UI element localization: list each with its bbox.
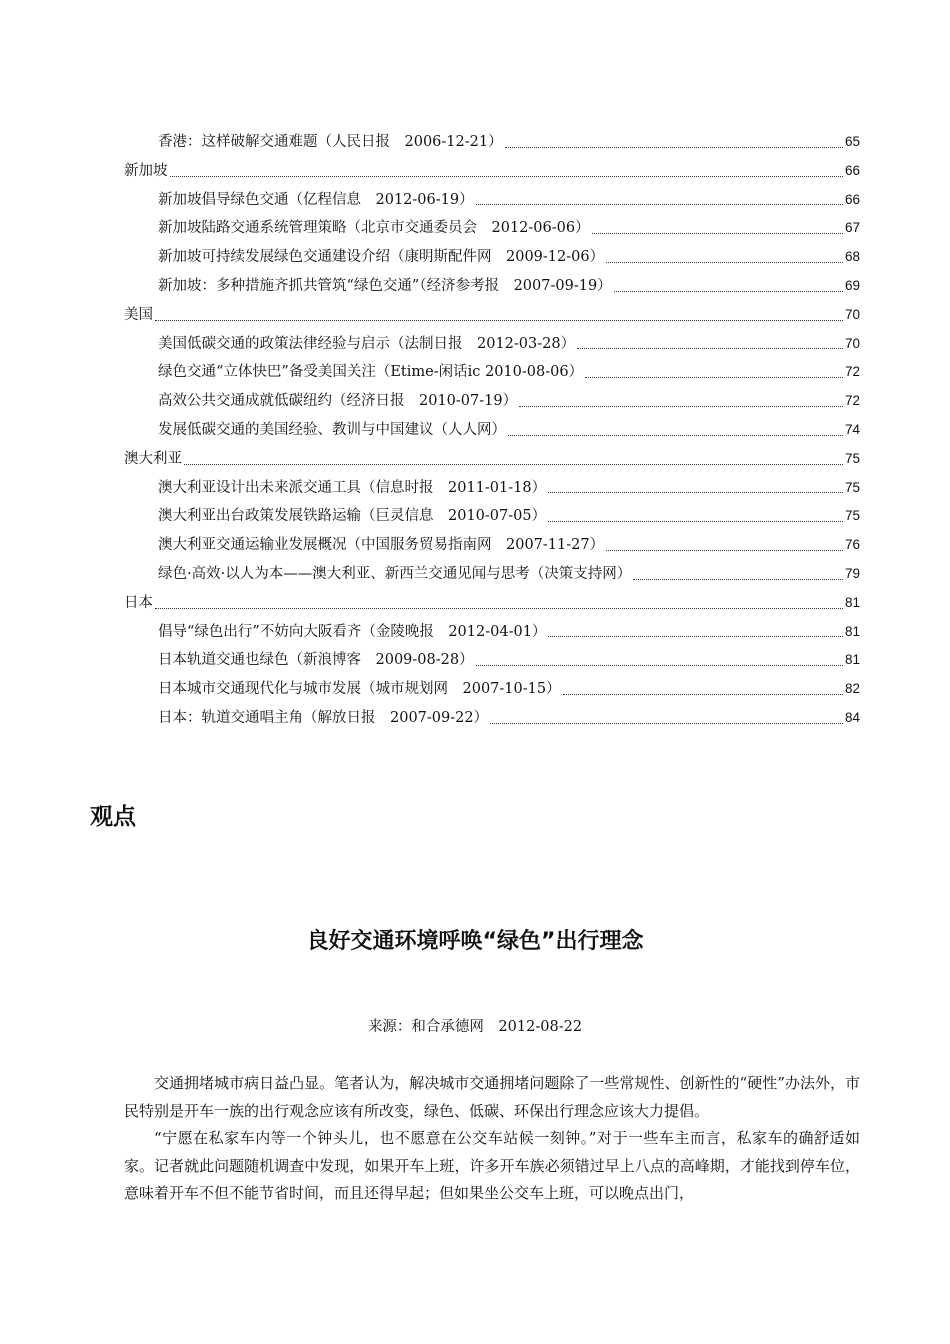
toc-leader-dots: [592, 233, 843, 234]
toc-leader-dots: [606, 550, 843, 551]
toc-entry-page: 84: [844, 709, 860, 725]
toc-entry-page: 70: [844, 335, 860, 351]
toc-entry-title: 绿色交通“立体快巴”备受美国关注（Etime-闲话ic 2010-08-06）: [158, 364, 584, 381]
toc-entry-page: 65: [844, 134, 860, 149]
toc-leader-dots: [577, 348, 843, 349]
table-of-contents: [124, 128, 860, 733]
toc-entry[interactable]: [124, 416, 860, 445]
toc-entry[interactable]: [124, 589, 860, 618]
toc-entry-page: 74: [844, 421, 860, 437]
toc-leader-dots: [548, 492, 843, 493]
toc-entry-page: 75: [844, 508, 860, 524]
toc-entry-title: 香港：这样破解交通难题（人民日报 2006-12-21）: [158, 134, 503, 150]
toc-entry[interactable]: [124, 646, 860, 675]
toc-entry-page: 76: [844, 537, 860, 553]
toc-entry[interactable]: [124, 157, 860, 186]
toc-leader-dots: [508, 435, 843, 436]
toc-entry-title: 日本: [124, 594, 153, 611]
toc-leader-dots: [505, 147, 843, 148]
toc-entry[interactable]: [124, 502, 860, 531]
toc-entry[interactable]: [124, 358, 860, 387]
toc-entry-title: 绿色·高效·以人为本——澳大利亚、新西兰交通见闻与思考（决策支持网）: [158, 565, 632, 582]
toc-entry-title: 澳大利亚: [124, 450, 182, 467]
toc-entry[interactable]: [124, 560, 860, 589]
toc-entry-title: 新加坡陆路交通系统管理策略（北京市交通委员会 2012-06-06）: [158, 220, 590, 237]
toc-entry-page: 81: [844, 594, 860, 610]
toc-entry-page: 75: [844, 479, 860, 495]
toc-entry-title: 日本轨道交通也绿色（新浪博客 2009-08-28）: [158, 652, 474, 669]
toc-entry-title: 高效公共交通成就低碳纽约（经济日报 2010-07-19）: [158, 393, 518, 410]
toc-entry[interactable]: [124, 618, 860, 647]
toc-entry[interactable]: [124, 704, 860, 733]
toc-entry[interactable]: [124, 445, 860, 474]
toc-entry-page: 81: [844, 623, 860, 639]
toc-leader-dots: [476, 665, 843, 666]
toc-entry[interactable]: [124, 243, 860, 272]
toc-entry-page: 70: [844, 306, 860, 322]
toc-entry-title: 新加坡倡导绿色交通（亿程信息 2012-06-19）: [158, 191, 474, 208]
toc-entry-page: 66: [844, 162, 860, 178]
article-paragraph: 交通拥堵城市病日益凸显。笔者认为，解决城市交通拥堵问题除了一些常规性、创新性的“硬性”办法外，市民特别是开车一族的出行观念应该有所改变，绿色、低碳、环保出行理念应该大力提倡。: [124, 1074, 860, 1120]
toc-leader-dots: [548, 636, 843, 637]
toc-entry-page: 68: [844, 249, 860, 265]
toc-entry-title: 澳大利亚出台政策发展铁路运输（巨灵信息 2010-07-05）: [158, 508, 547, 525]
toc-entry-page: 67: [844, 220, 860, 236]
article-paragraph: “宁愿在私家车内等一个钟头儿，也不愿意在公交车站候一刻钟。”对于一些车主而言，私家车的确舒适如家。记者就此问题随机调查中发现，如果开车上班，许多开车族必须错过早上八点的高峰期，才能找到停车位，意味着开车不但不能节省时间，而且还得早起；但如果坐公交车上班，可以晚点出门，: [124, 1129, 860, 1202]
toc-leader-dots: [519, 406, 843, 407]
toc-entry[interactable]: [124, 474, 860, 503]
toc-entry-title: 新加坡: [124, 162, 168, 179]
toc-entry-page: 81: [844, 652, 860, 668]
toc-leader-dots: [170, 176, 843, 177]
toc-entry-page: 66: [844, 191, 860, 207]
toc-leader-dots: [155, 608, 843, 609]
toc-entry-page: 75: [844, 450, 860, 466]
toc-leader-dots: [490, 723, 843, 724]
toc-entry[interactable]: [124, 301, 860, 330]
toc-entry-page: 72: [844, 364, 860, 380]
article-body: [124, 1070, 860, 1208]
toc-entry-title: 倡导“绿色出行”不妨向大阪看齐（金陵晚报 2012-04-01）: [158, 623, 547, 640]
toc-entry[interactable]: [124, 128, 860, 157]
toc-entry[interactable]: [124, 330, 860, 359]
article-source: 来源：和合承德网 2012-08-22: [367, 1019, 583, 1035]
toc-entry-page: 69: [844, 277, 860, 293]
toc-entry-page: 79: [844, 565, 860, 581]
toc-entry[interactable]: [124, 186, 860, 215]
toc-entry-page: 82: [844, 681, 860, 697]
toc-entry-title: 新加坡：多种措施齐抓共管筑“绿色交通”（经济参考报 2007-09-19）: [158, 277, 612, 294]
toc-entry-title: 美国低碳交通的政策法律经验与启示（法制日报 2012-03-28）: [158, 335, 576, 352]
toc-leader-dots: [184, 464, 843, 465]
toc-leader-dots: [606, 262, 843, 263]
toc-entry-title: 日本城市交通现代化与城市发展（城市规划网 2007-10-15）: [158, 681, 561, 698]
toc-leader-dots: [563, 694, 843, 695]
toc-leader-dots: [614, 291, 843, 292]
article-title: 良好交通环境呼唤“绿色”出行理念: [306, 929, 644, 954]
toc-entry-title: 新加坡可持续发展绿色交通建设介绍（康明斯配件网 2009-12-06）: [158, 249, 605, 266]
toc-entry-title: 澳大利亚设计出未来派交通工具（信息时报 2011-01-18）: [158, 479, 547, 496]
toc-entry[interactable]: [124, 387, 860, 416]
toc-entry-page: 72: [844, 393, 860, 409]
toc-leader-dots: [548, 521, 843, 522]
toc-leader-dots: [633, 579, 843, 580]
toc-entry-title: 美国: [124, 306, 153, 323]
toc-entry[interactable]: [124, 675, 860, 704]
toc-leader-dots: [155, 320, 843, 321]
toc-entry-title: 澳大利亚交通运输业发展概况（中国服务贸易指南网 2007-11-27）: [158, 537, 605, 554]
toc-entry[interactable]: [124, 214, 860, 243]
toc-entry[interactable]: [124, 531, 860, 560]
toc-entry-title: 日本：轨道交通唱主角（解放日报 2007-09-22）: [158, 709, 489, 726]
section-heading: 观点: [90, 804, 136, 830]
toc-entry-title: 发展低碳交通的美国经验、教训与中国建议（人人网）: [158, 421, 506, 438]
toc-leader-dots: [476, 204, 843, 205]
toc-entry[interactable]: [124, 272, 860, 301]
toc-leader-dots: [585, 377, 843, 378]
